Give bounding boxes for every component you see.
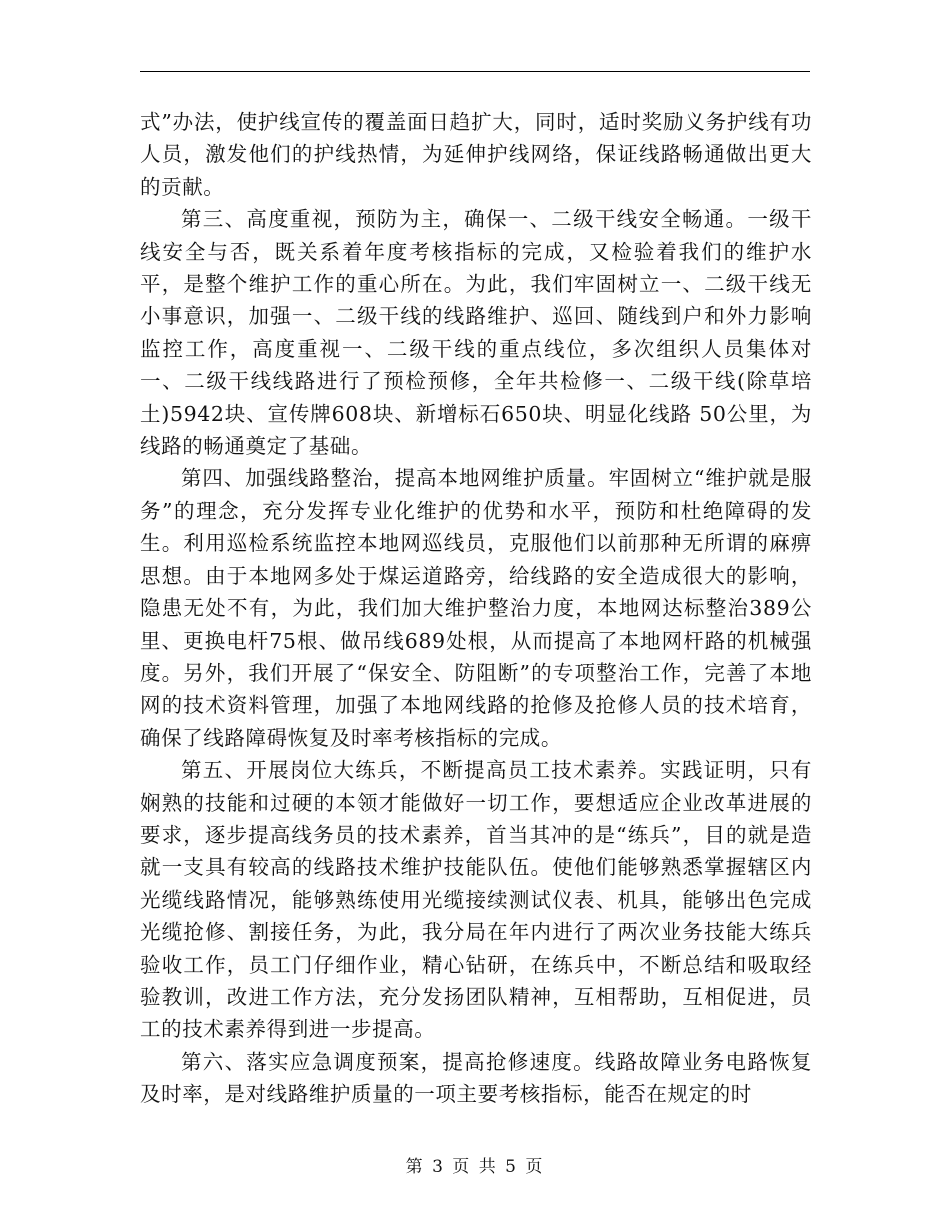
- document-body: [140, 106, 812, 1111]
- paragraph-section-five: 第五、开展岗位大练兵，不断提高员工技术素养。实践证明，只有娴熟的技能和过硬的本领才能做好一切工作，要想适应企业改革进展的要求，逐步提高线务员的技术素养，首当其冲的是“练兵”，目的就是造就一支具有较高的线路技术维护技能队伍。使他们能够熟悉掌握辖区内光缆线路情况，能够熟练使用光缆接续测试仪表、机具，能够出色完成光缆抢修、割接任务，为此，我分局在年内进行了两次业务技能大练兵验收工作，员工门仔细作业，精心钻研，在练兵中，不断总结和吸取经验教训，改进工作方法，充分发扬团队精神，互相帮助，互相促进，员工的技术素养得到进一步提高。: [140, 758, 812, 1042]
- paragraph-continued: 式”办法，使护线宣传的覆盖面日趋扩大，同时，适时奖励义务护线有功人员，激发他们的护线热情，为延伸护线网络，保证线路畅通做出更大的贡献。: [140, 110, 812, 199]
- page-number-footer: 第 3 页 共 5 页: [405, 1157, 545, 1177]
- paragraph-section-four: 第四、加强线路整治，提高本地网维护质量。牢固树立“维护就是服务”的理念，充分发挥专业化维护的优势和水平，预防和杜绝障碍的发生。利用巡检系统监控本地网巡线员，克服他们以前那种无所谓的麻痹思想。由于本地网多处于煤运道路旁，给线路的安全造成很大的影响，隐患无处不有，为此，我们加大维护整治力度，本地网达标整治389公里、更换电杆75根、做吊线689处根，从而提高了本地网杆路的机械强度。另外，我们开展了“保安全、防阻断”的专项整治工作，完善了本地网的技术资料管理，加强了本地网线路的抢修及抢修人员的技术培育，确保了线路障碍恢复及时率考核指标的完成。: [140, 466, 812, 750]
- paragraph-section-six: 第六、落实应急调度预案，提高抢修速度。线路故障业务电路恢复及时率，是对线路维护质量的一项主要考核指标，能否在规定的时: [140, 1049, 812, 1107]
- paragraph-section-three: 第三、高度重视，预防为主，确保一、二级干线安全畅通。一级干线安全与否，既关系着年度考核指标的完成，又检验着我们的维护水平，是整个维护工作的重心所在。为此，我们牢固树立一、二级干线无小事意识，加强一、二级干线的线路维护、巡回、随线到户和外力影响监控工作，高度重视一、二级干线的重点线位，多次组织人员集体对一、二级干线线路进行了预检预修，全年共检修一、二级干线(除草培土)5942块、宣传牌608块、新增标石650块、明显化线路 50公里，为线路的畅通奠定了基础。: [140, 207, 812, 459]
- header-divider-line: [140, 71, 810, 72]
